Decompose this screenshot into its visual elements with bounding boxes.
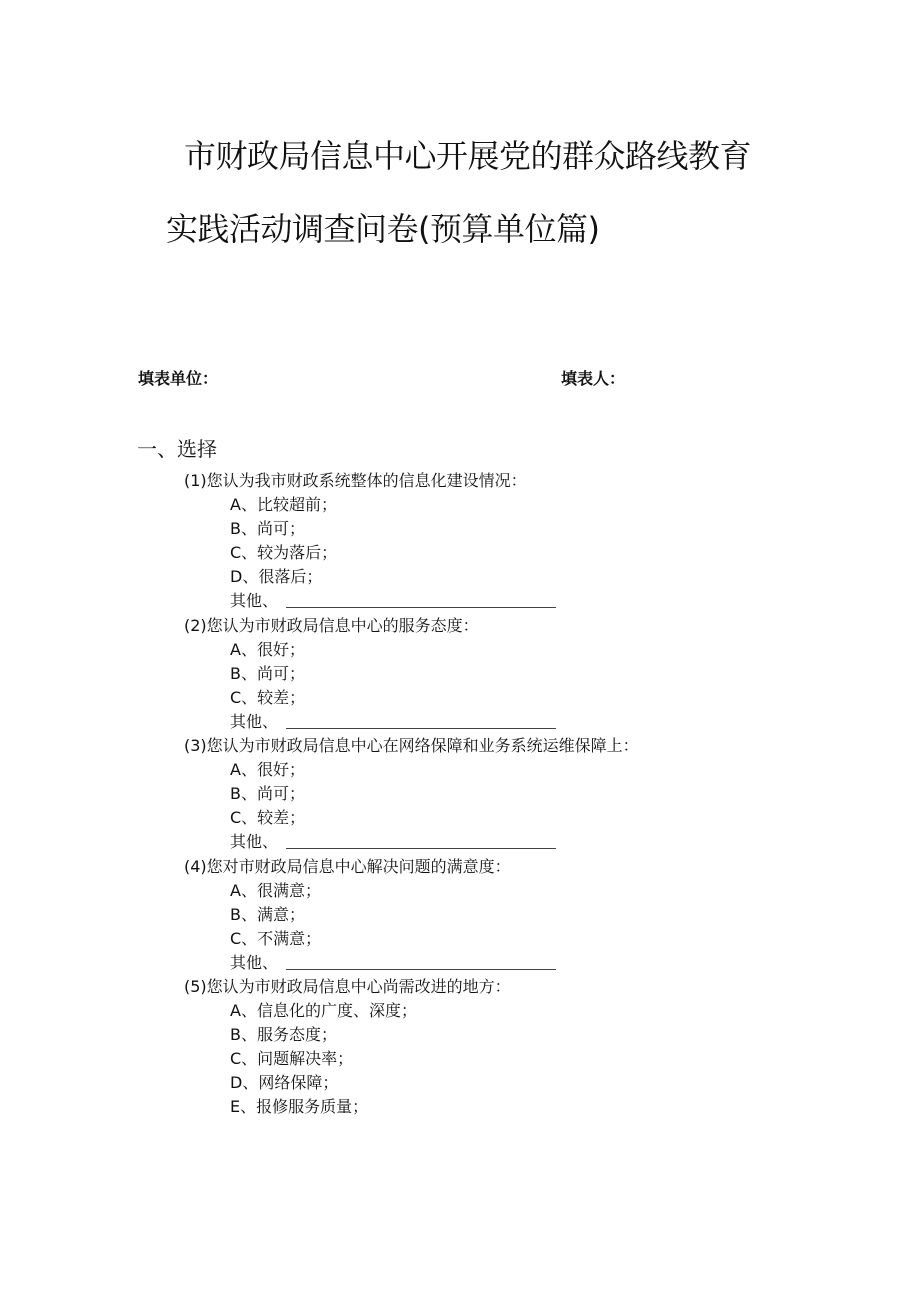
option[interactable]: A、很好； [230, 639, 305, 659]
option[interactable]: C、较为落后； [230, 543, 338, 563]
other-fill-line[interactable] [286, 955, 556, 970]
question-2: (2)您认为市财政局信息中心的服务态度： [184, 615, 479, 635]
option[interactable]: B、尚可； [230, 663, 305, 683]
other-fill-line[interactable] [286, 714, 556, 729]
section-title: 一、选择 [137, 437, 217, 461]
question-5: (5)您认为市财政局信息中心尚需改进的地方： [184, 976, 511, 996]
other-option [184, 589, 639, 613]
other-option [184, 830, 639, 854]
other-option [184, 951, 639, 975]
option[interactable]: B、尚可； [230, 519, 305, 539]
question-1: (1)您认为我市财政系统整体的信息化建设情况： [184, 471, 527, 490]
option[interactable]: B、尚可； [230, 784, 305, 804]
option[interactable]: B、满意； [230, 904, 305, 924]
option[interactable]: A、比较超前； [230, 495, 337, 515]
option[interactable]: C、不满意； [230, 928, 322, 948]
question-4: (4)您对市财政局信息中心解决问题的满意度： [184, 856, 511, 876]
other-fill-line[interactable] [286, 834, 556, 849]
fill-person-label: 填表人： [561, 369, 626, 388]
option[interactable]: C、较差； [230, 687, 306, 707]
option[interactable]: A、很满意； [230, 880, 321, 900]
option[interactable]: D、网络保障； [230, 1073, 339, 1093]
other-label: 其他、 [230, 952, 279, 972]
option[interactable]: A、很好； [230, 760, 305, 780]
fill-unit-label: 填表单位： [138, 369, 219, 388]
question-3: (3)您认为市财政局信息中心在网络保障和业务系统运维保障上： [184, 736, 639, 756]
document-title-line-2: 实践活动调查问卷(预算单位篇) [166, 210, 600, 248]
option[interactable]: C、较差； [230, 808, 306, 828]
option[interactable]: C、问题解决率； [230, 1049, 354, 1069]
document-title-line-1: 市财政局信息中心开展党的群众路线教育 [184, 137, 752, 175]
question-list [184, 469, 639, 1120]
other-label: 其他、 [230, 591, 279, 611]
option[interactable]: A、信息化的广度、深度； [230, 1001, 417, 1021]
option[interactable]: D、很落后； [230, 567, 323, 587]
other-label: 其他、 [230, 711, 279, 731]
other-label: 其他、 [230, 832, 279, 852]
other-fill-line[interactable] [286, 593, 556, 608]
other-option [184, 710, 639, 734]
option[interactable]: E、报修服务质量； [230, 1097, 369, 1117]
option[interactable]: B、服务态度； [230, 1025, 337, 1045]
